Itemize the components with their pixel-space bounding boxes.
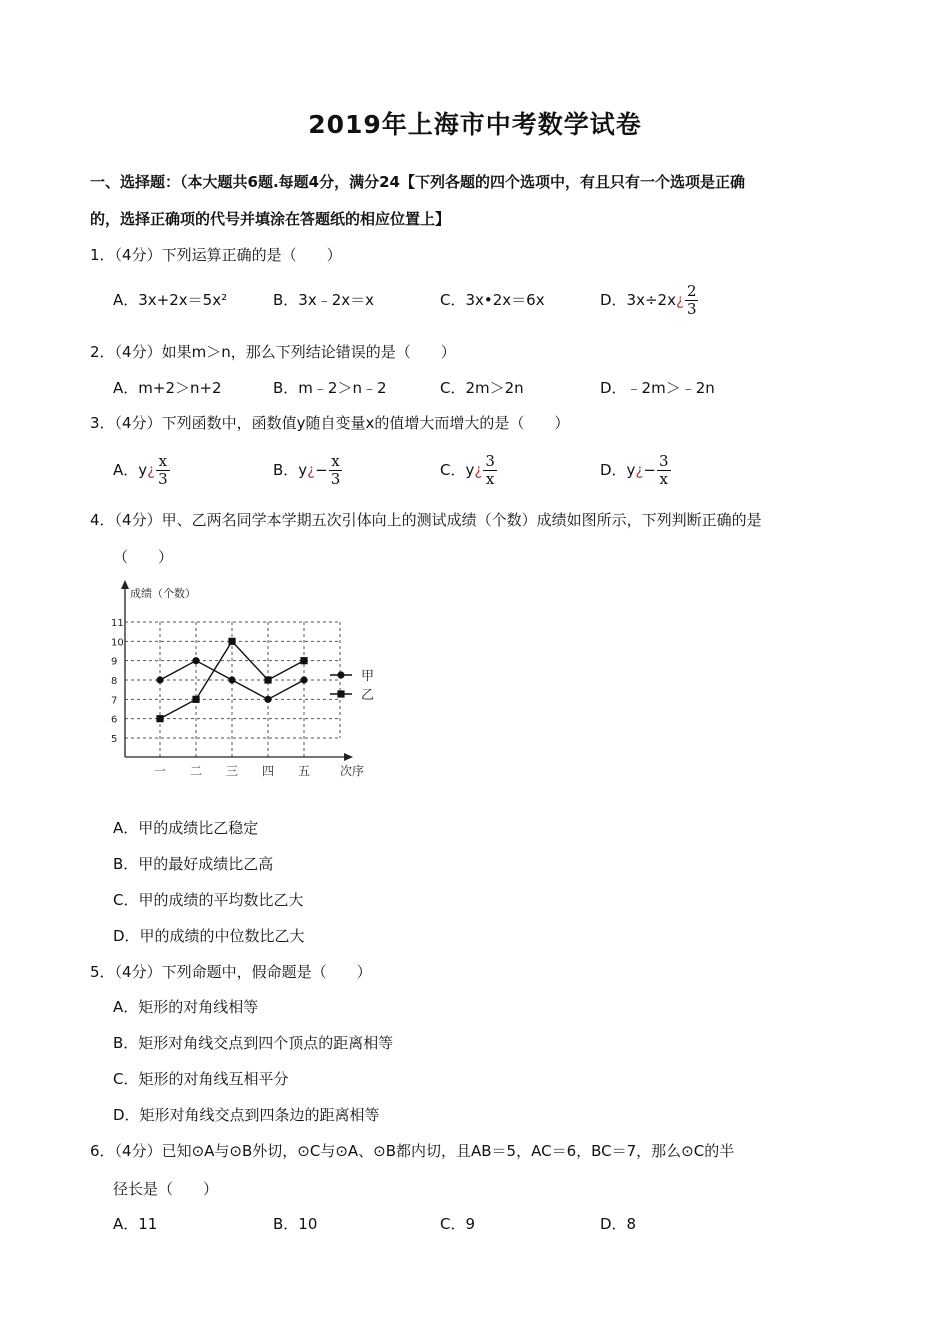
q3-b-sign: − <box>315 461 328 479</box>
chart-axes <box>121 580 353 761</box>
q1-option-d-fraction <box>685 283 699 318</box>
y-tick-label: 11 <box>111 618 124 629</box>
q6-option-c: C．9 <box>440 1215 476 1233</box>
q4-option-a: A．甲的成绩比乙稳定 <box>113 819 259 837</box>
x-tick-label: 二 <box>189 764 203 778</box>
q6-option-d: D．8 <box>600 1215 637 1233</box>
y-tick-label: 7 <box>111 695 118 707</box>
q3-a-fraction <box>156 453 170 488</box>
q5-option-c: C．矩形的对角线互相平分 <box>113 1070 289 1088</box>
q2-option-c: C．2m＞2n <box>440 379 524 397</box>
q4-option-b: B．甲的最好成绩比乙高 <box>113 855 274 873</box>
q1-d-numerator: 2 <box>686 282 697 300</box>
chart-x-tick-labels <box>154 764 310 778</box>
y-tick-label: 6 <box>111 714 118 726</box>
series-point-circle <box>228 676 235 683</box>
q3-d-prefix: D．y <box>600 461 636 479</box>
legend-marker-circle <box>337 671 344 678</box>
q3-a-glyph: ¿ <box>147 461 156 479</box>
y-axis-arrow <box>121 580 129 589</box>
series-point-square <box>264 676 271 683</box>
q4-option-c: C．甲的成绩的平均数比乙大 <box>113 891 304 909</box>
y-tick-label: 10 <box>111 637 124 649</box>
x-tick-label: 一 <box>153 764 167 778</box>
q4-option-d: D．甲的成绩的中位数比乙大 <box>113 927 305 945</box>
chart-y-tick-labels <box>111 618 124 745</box>
q3-c-fraction <box>483 453 497 488</box>
q3-a-numerator: x <box>156 453 170 471</box>
q6-option-a: A．11 <box>113 1215 158 1233</box>
page-title: 2019年上海市中考数学试卷 <box>308 110 642 139</box>
legend-label: 乙 <box>361 688 375 703</box>
series-point-square <box>228 638 235 645</box>
series-point-circle <box>192 657 199 664</box>
q1-option-b: B．3x﹣2x＝x <box>273 291 375 309</box>
q2-stem: 2．（4分）如果m＞n，那么下列结论错误的是（ ） <box>90 343 456 361</box>
series-point-circle <box>300 676 307 683</box>
chart-legend <box>330 669 374 703</box>
q4-line-chart <box>108 575 378 785</box>
q3-b-glyph: ¿ <box>307 461 316 479</box>
q4-stem-line2: （ ） <box>113 548 174 566</box>
series-point-square <box>156 715 163 722</box>
x-tick-label: 五 <box>297 764 311 778</box>
q3-stem: 3．（4分）下列函数中，函数值y随自变量x的值增大而增大的是（ ） <box>90 414 570 432</box>
q3-d-sign: − <box>643 461 656 479</box>
q1-option-d <box>600 280 698 320</box>
q3-a-denominator: 3 <box>158 470 168 488</box>
legend-label: 甲 <box>361 669 375 684</box>
x-axis-arrow <box>344 753 353 761</box>
q1-option-d-prefix: D．3x÷2x <box>600 291 676 309</box>
y-tick-label: 9 <box>111 656 118 668</box>
q5-option-b: B．矩形对角线交点到四个顶点的距离相等 <box>113 1034 394 1052</box>
x-tick-label: 三 <box>225 764 239 778</box>
x-tick-label: 四 <box>261 764 275 778</box>
q5-option-d: D．矩形对角线交点到四条边的距离相等 <box>113 1106 380 1124</box>
q2-option-a: A．m+2＞n+2 <box>113 379 222 397</box>
section-heading-line2: 的，选择正确项的代号并填涂在答题纸的相应位置上】 <box>90 210 451 228</box>
q5-stem: 5．（4分）下列命题中，假命题是（ ） <box>90 963 372 981</box>
chart-x-axis-label: 次序 <box>340 764 365 778</box>
q2-option-b: B．m﹣2＞n﹣2 <box>273 379 387 397</box>
series-point-circle <box>264 696 271 703</box>
q3-b-fraction <box>329 453 343 488</box>
q6-option-b: B．10 <box>273 1215 318 1233</box>
q4-stem-line1: 4．（4分）甲、乙两名同学本学期五次引体向上的测试成绩（个数）成绩如图所示，下列判断正确的是 <box>90 511 762 529</box>
q3-option-a <box>113 450 170 490</box>
q3-d-fraction <box>657 453 671 488</box>
q3-option-c <box>440 450 497 490</box>
q3-d-glyph: ¿ <box>635 461 644 479</box>
q3-b-numerator: x <box>329 453 343 471</box>
q6-stem-line2: 径长是（ ） <box>113 1180 219 1198</box>
q3-option-d <box>600 450 671 490</box>
q3-c-denominator: x <box>485 470 495 488</box>
chart-y-axis-label: 成绩（个数） <box>130 587 196 600</box>
q1-d-denominator: 3 <box>686 300 697 318</box>
y-tick-label: 8 <box>111 676 118 687</box>
q3-option-b <box>273 450 342 490</box>
q1-stem: 1．（4分）下列运算正确的是（ ） <box>90 246 342 264</box>
q3-b-denominator: 3 <box>330 470 341 488</box>
section-heading-line1: 一、选择题：（本大题共6题.每题4分，满分24【下列各题的四个选项中，有且只有一个选项是正确 <box>90 173 745 191</box>
q3-c-glyph: ¿ <box>474 461 483 479</box>
series-point-circle <box>156 676 163 683</box>
q3-c-prefix: C．y <box>440 461 475 479</box>
series-point-square <box>192 696 199 703</box>
legend-marker-square <box>337 690 344 697</box>
q3-d-numerator: 3 <box>658 452 669 470</box>
q2-option-d: D．﹣2m＞﹣2n <box>600 379 715 397</box>
q3-b-prefix: B．y <box>273 461 308 479</box>
q3-c-numerator: 3 <box>485 452 495 470</box>
q6-stem-line1: 6．（4分）已知⊙A与⊙B外切，⊙C与⊙A、⊙B都内切，且AB＝5，AC＝6，BC＝7，那么⊙C的半 <box>90 1142 735 1160</box>
q1-option-a: A．3x+2x＝5x² <box>113 291 228 309</box>
q1-option-d-glyph: ¿ <box>675 291 684 309</box>
y-tick-label: 5 <box>111 734 118 745</box>
series-point-square <box>300 657 307 664</box>
q3-a-prefix: A．y <box>113 461 148 479</box>
q1-option-c: C．3x•2x＝6x <box>440 291 545 309</box>
q5-option-a: A．矩形的对角线相等 <box>113 998 259 1016</box>
q3-d-denominator: x <box>659 470 668 488</box>
